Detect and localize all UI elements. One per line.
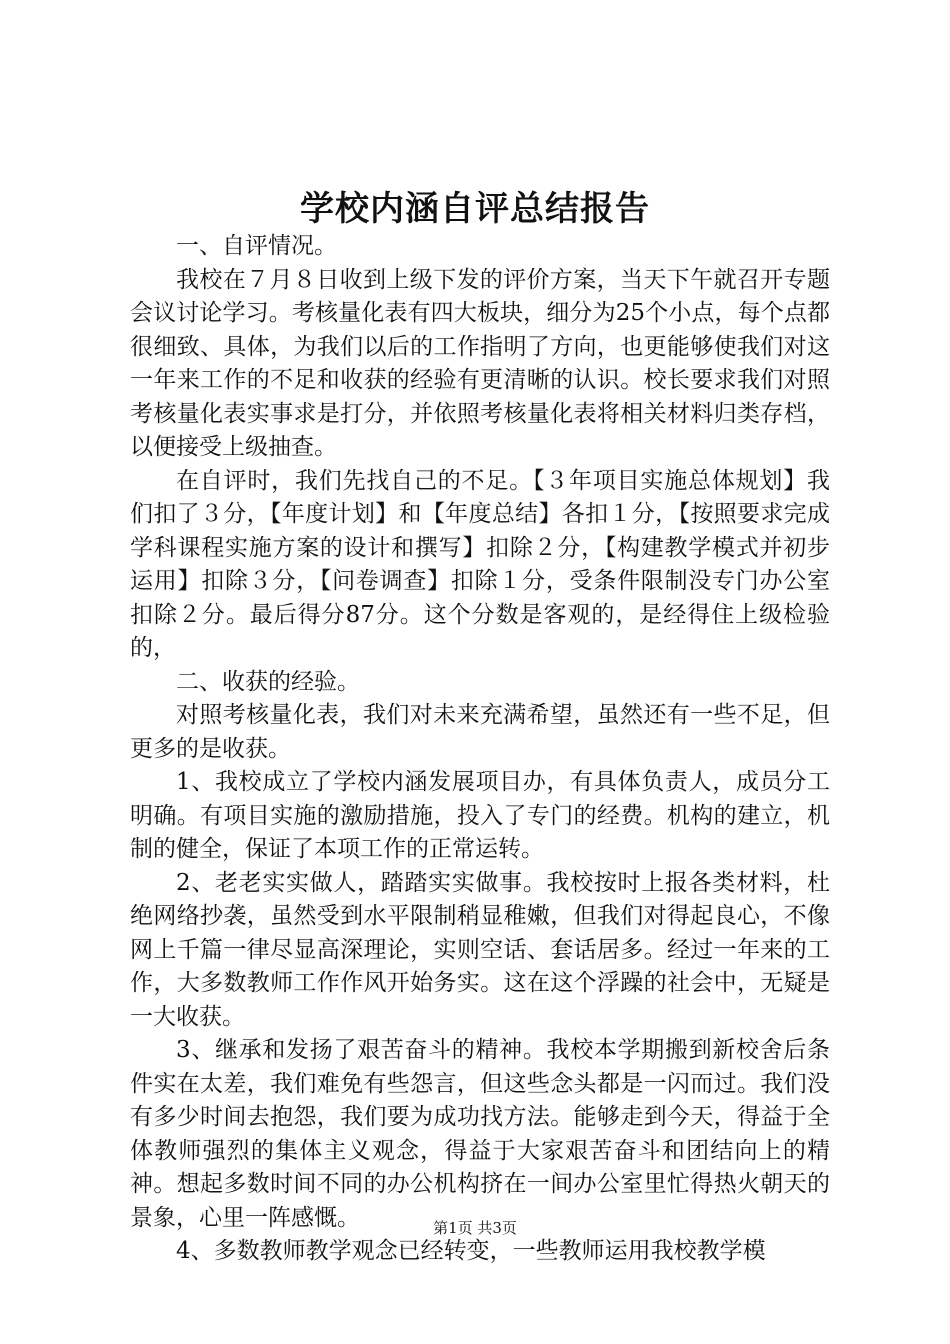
paragraph-received-plan: 我校在７月８日收到上级下发的评价方案，当天下午就召开专题会议讨论学习。考核量化表有四大板块，细分为25个小点，每个点都很细致、具体，为我们以后的工作指明了方向，也更能够使我们对这一年来工作的不足和收获的经验有更清晰的认识。校长要求我们对照考核量化表实事求是打分，并依照考核量化表将相关材料归类存档，以便接受上级抽查。 — [130, 266, 830, 460]
paragraph-deductions: 在自评时，我们先找自己的不足。【３年项目实施总体规划】我们扣了３分，【年度计划】和【年度总结】各扣１分，【按照要求完成学科课程实施方案的设计和撰写】扣除２分，【构建教学模式并初步运用】扣除３分，【问卷调查】扣除１分，受条件限制没专门办公室扣除２分。最后得分87分。这个分数是客观的，是经得住上级检验的， — [130, 467, 830, 661]
page-footer: 第1页 共3页 — [433, 1219, 517, 1237]
list-item-3: 3、继承和发扬了艰苦奋斗的精神。我校本学期搬到新校舍后条件实在太差，我们难免有些怨言，但这些念头都是一闪而过。我们没有多少时间去抱怨，我们要为成功找方法。能够走到今天，得益于全体教师强烈的集体主义观念，得益于大家艰苦奋斗和团结向上的精神。想起多数时间不同的办公机构挤在一间办公室里忙得热火朝天的景象，心里一阵感慨。 — [130, 1037, 830, 1231]
section-heading-experience: 二、收获的经验。 — [176, 668, 360, 695]
list-item-4: 4、多数教师教学观念已经转变，一些教师运用我校教学模 — [176, 1238, 766, 1264]
list-item-2: 2、老老实实做人，踏踏实实做事。我校按时上报各类材料，杜绝网络抄袭，虽然受到水平限制稍显稚嫩，但我们对得起良心，不像网上千篇一律尽显高深理论，实则空话、套话居多。经过一年来的工作，大多数教师工作作风开始务实。这在这个浮躁的社会中，无疑是一大收获。 — [130, 869, 830, 1030]
list-item-1: 1、我校成立了学校内涵发展项目办，有具体负责人，成员分工明确。有项目实施的激励措施，投入了专门的经费。机构的建立，机制的健全，保证了本项工作的正常运转。 — [130, 769, 830, 862]
page-title: 学校内涵自评总结报告 — [300, 189, 650, 229]
paragraph-outlook: 对照考核量化表，我们对未来充满希望，虽然还有一些不足，但更多的是收获。 — [130, 702, 830, 762]
document-body — [130, 230, 830, 1269]
section-heading-self-evaluation: 一、自评情况。 — [176, 233, 337, 259]
